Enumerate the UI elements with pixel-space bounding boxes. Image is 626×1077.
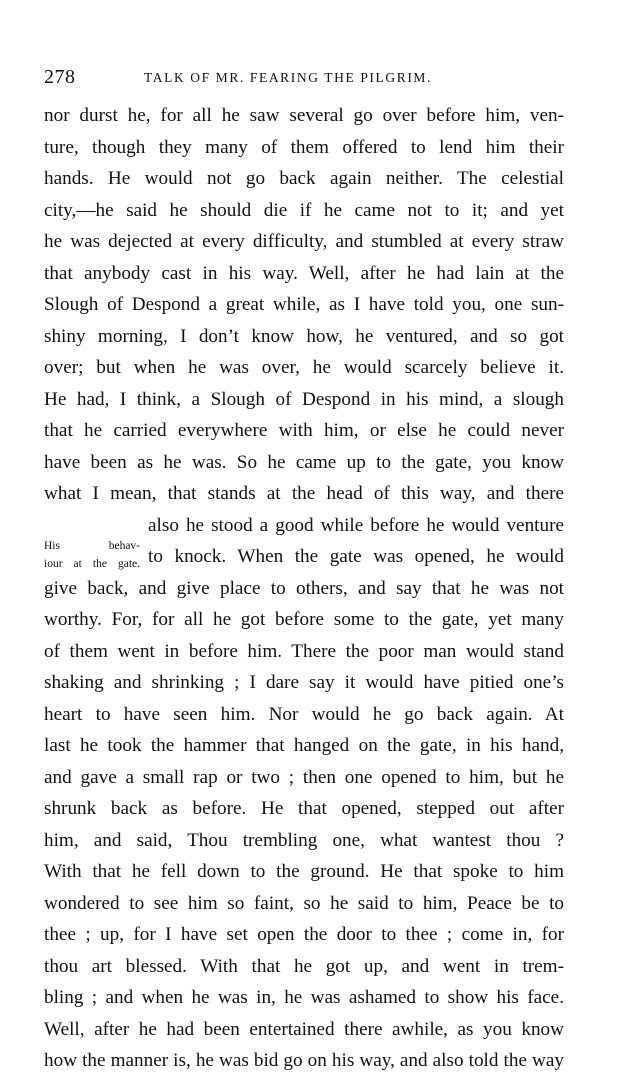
text-line: also he stood a good while before he would venture [148, 514, 564, 536]
text-line: wondered to see him so faint, so he said to him, Peace be to [44, 892, 564, 914]
text-line: worthy. For, for all he got before some to the gate, yet many [44, 609, 564, 630]
text-line: bling ; and when he was in, he was ashamed to show his face. [44, 987, 564, 1008]
text-line: give back, and give place to others, and say that he was not [44, 577, 564, 599]
margin-note-line: His behav- [44, 540, 140, 552]
page-number: 278 [44, 66, 76, 88]
text-line: Well, after he had been entertained there awhile, as you know [44, 1018, 564, 1040]
text-line: he was dejected at every difficulty, and stumbled at every straw [44, 231, 564, 252]
text-line: ture, though they many of them offered to lend him their [44, 136, 564, 158]
text-line: shrunk back as before. He that opened, stepped out after [44, 798, 564, 819]
text-line: how the manner is, he was bid go on his way, and also told the way [44, 1050, 564, 1071]
text-line: Slough of Despond a great while, as I have told you, one sun- [44, 294, 564, 315]
text-line: and gave a small rap or two ; then one opened to him, but he [44, 766, 564, 788]
text-line: what I mean, that stands at the head of this way, and there [44, 483, 564, 504]
text-line: last he took the hammer that hanged on the gate, in his hand, [44, 735, 564, 756]
text-line: have been as he was. So he came up to the gate, you know [44, 451, 564, 473]
text-line: of them went in before him. There the poor man would stand [44, 640, 564, 662]
text-line: that anybody cast in his way. Well, after he had lain at the [44, 262, 564, 284]
text-line: shiny morning, I don’t know how, he ventured, and so got [44, 325, 564, 347]
text-line: nor durst he, for all he saw several go over before him, ven- [44, 105, 564, 126]
text-line: that he carried everywhere with him, or else he could never [44, 420, 564, 441]
body-text [44, 100, 564, 1077]
text-line: thou art blessed. With that he got up, and went in trem- [44, 955, 564, 977]
text-line: shaking and shrinking ; I dare say it would have pitied one’s [44, 672, 564, 693]
text-line: heart to have seen him. Nor would he go back again. At [44, 703, 564, 725]
text-line: He had, I think, a Slough of Despond in his mind, a slough [44, 388, 564, 410]
text-line: city,—he said he should die if he came not to it; and yet [44, 199, 564, 221]
text-line: With that he fell down to the ground. He that spoke to him [44, 861, 564, 882]
text-line: him, and said, Thou trembling one, what wantest thou ? [44, 829, 564, 851]
text-line: thee ; up, for I have set open the door to thee ; come in, for [44, 924, 564, 945]
page-header [44, 66, 584, 90]
margin-note-line: iour at the gate. [44, 558, 140, 570]
running-head: TALK OF MR. FEARING THE PILGRIM. [144, 70, 433, 85]
text-line: over; but when he was over, he would scarcely believe it. [44, 357, 564, 378]
text-line: to knock. When the gate was opened, he would [148, 546, 564, 567]
text-line: hands. He would not go back again neither. The celestial [44, 168, 564, 189]
